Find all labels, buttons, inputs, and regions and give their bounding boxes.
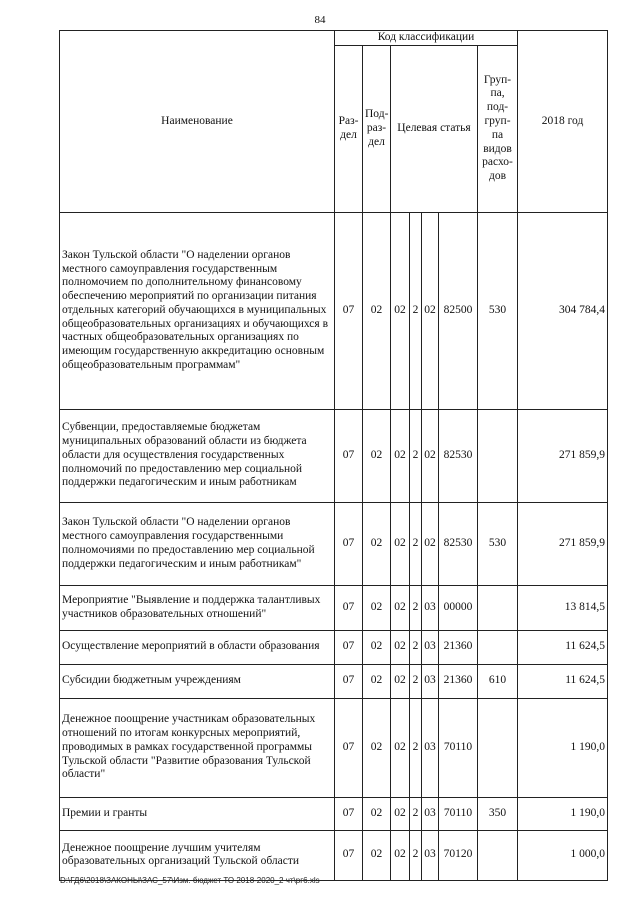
row-target-type: 2: [410, 664, 422, 698]
row-target-event: 03: [422, 664, 439, 698]
table-row: [60, 698, 608, 797]
row-target-type: 2: [410, 797, 422, 830]
row-amount-2018: 304 784,4: [518, 212, 608, 409]
row-section: 07: [335, 409, 363, 502]
row-target-direction: 21360: [439, 664, 478, 698]
table-row: [60, 502, 608, 585]
row-target-direction: 82530: [439, 502, 478, 585]
row-expense-type: 610: [478, 664, 518, 698]
row-amount-2018: 271 859,9: [518, 502, 608, 585]
row-name: Денежное поощрение участникам образовательных отношений по итогам конкурсных мероприятий, проводимых в рамках государственной программы Тульской области "Развитие образования Тульской области": [60, 698, 335, 797]
row-expense-type: [478, 630, 518, 664]
table-row: [60, 212, 608, 409]
header-code: Код классификации: [335, 31, 518, 46]
header-year: 2018 год: [518, 31, 608, 213]
row-target-event: 03: [422, 797, 439, 830]
row-expense-type: [478, 409, 518, 502]
footer-file-path: D:\ГД6\2018\ЗАКОНЫ\ЗАС_57\Изм. бюджет ТО 2018-2020_2 чт\рг6.xls: [60, 876, 320, 885]
row-subsection: 02: [363, 698, 391, 797]
row-target-program: 02: [391, 698, 410, 797]
row-target-program: 02: [391, 797, 410, 830]
row-target-event: 02: [422, 502, 439, 585]
row-target-program: 02: [391, 212, 410, 409]
header-name: Наименование: [60, 31, 335, 213]
header-expense-group: Груп- па, под- груп- па видов расхо- дов: [478, 45, 518, 212]
row-target-program: 02: [391, 502, 410, 585]
row-subsection: 02: [363, 212, 391, 409]
row-target-type: 2: [410, 212, 422, 409]
row-name: Осуществление мероприятий в области образования: [60, 630, 335, 664]
row-name: Субвенции, предоставляемые бюджетам муниципальных образований области из бюджета области для осуществления государственных полномочий по предоставлению мер социальной поддержки педагогическим и иным работникам: [60, 409, 335, 502]
row-target-program: 02: [391, 664, 410, 698]
row-target-event: 02: [422, 409, 439, 502]
page-number: 84: [314, 14, 326, 26]
row-target-event: 03: [422, 585, 439, 630]
row-section: 07: [335, 212, 363, 409]
row-name: Премии и гранты: [60, 797, 335, 830]
table-row: [60, 409, 608, 502]
row-target-type: 2: [410, 830, 422, 880]
row-amount-2018: 11 624,5: [518, 664, 608, 698]
row-amount-2018: 1 190,0: [518, 698, 608, 797]
row-subsection: 02: [363, 502, 391, 585]
row-section: 07: [335, 797, 363, 830]
row-amount-2018: 1 190,0: [518, 797, 608, 830]
row-amount-2018: 1 000,0: [518, 830, 608, 880]
row-amount-2018: 11 624,5: [518, 630, 608, 664]
row-subsection: 02: [363, 409, 391, 502]
row-expense-type: 530: [478, 502, 518, 585]
table-row: [60, 630, 608, 664]
row-subsection: 02: [363, 664, 391, 698]
row-target-type: 2: [410, 585, 422, 630]
row-expense-type: [478, 585, 518, 630]
row-expense-type: 530: [478, 212, 518, 409]
row-subsection: 02: [363, 585, 391, 630]
row-name: Закон Тульской области "О наделении органов местного самоуправления государственным полномочием по дополнительному финансовому обеспечению мероприятий по организации питания отдельных категорий обучающихся в муниципальных общеобразовательных организациях и обучающихся в частных общеобразовательных организациях по имеющим государственную аккредитацию основным общеобразовательным программам": [60, 212, 335, 409]
header-section: Раз- дел: [335, 45, 363, 212]
row-name: Мероприятие "Выявление и поддержка талантливых участников образовательных отношений": [60, 585, 335, 630]
row-expense-type: [478, 698, 518, 797]
row-target-direction: 82500: [439, 212, 478, 409]
row-name: Денежное поощрение лучшим учителям образовательных организаций Тульской области: [60, 830, 335, 880]
row-amount-2018: 271 859,9: [518, 409, 608, 502]
row-target-direction: 00000: [439, 585, 478, 630]
row-target-direction: 82530: [439, 409, 478, 502]
row-target-type: 2: [410, 409, 422, 502]
row-name: Субсидии бюджетным учреждениям: [60, 664, 335, 698]
table-row: [60, 830, 608, 880]
row-target-direction: 70110: [439, 698, 478, 797]
row-target-event: 03: [422, 830, 439, 880]
row-subsection: 02: [363, 797, 391, 830]
row-subsection: 02: [363, 830, 391, 880]
row-target-direction: 70120: [439, 830, 478, 880]
row-target-event: 03: [422, 630, 439, 664]
row-section: 07: [335, 698, 363, 797]
row-target-program: 02: [391, 585, 410, 630]
row-target-event: 03: [422, 698, 439, 797]
row-section: 07: [335, 585, 363, 630]
row-section: 07: [335, 630, 363, 664]
row-target-event: 02: [422, 212, 439, 409]
row-target-type: 2: [410, 502, 422, 585]
header-target-article: Целевая статья: [391, 45, 478, 212]
row-section: 07: [335, 502, 363, 585]
row-target-program: 02: [391, 830, 410, 880]
row-name: Закон Тульской области "О наделении органов местного самоуправления государственными полномочиями по предоставлению мер социальной поддержки педагогическим и иным работникам": [60, 502, 335, 585]
table-row: [60, 585, 608, 630]
header-subsection: Под- раз- дел: [363, 45, 391, 212]
row-expense-type: [478, 830, 518, 880]
row-subsection: 02: [363, 630, 391, 664]
row-amount-2018: 13 814,5: [518, 585, 608, 630]
row-target-program: 02: [391, 630, 410, 664]
row-target-direction: 70110: [439, 797, 478, 830]
row-target-program: 02: [391, 409, 410, 502]
table-row: [60, 797, 608, 830]
row-target-type: 2: [410, 630, 422, 664]
row-target-direction: 21360: [439, 630, 478, 664]
row-section: 07: [335, 830, 363, 880]
row-target-type: 2: [410, 698, 422, 797]
row-expense-type: 350: [478, 797, 518, 830]
row-section: 07: [335, 664, 363, 698]
table-row: [60, 664, 608, 698]
budget-table: [59, 30, 608, 881]
